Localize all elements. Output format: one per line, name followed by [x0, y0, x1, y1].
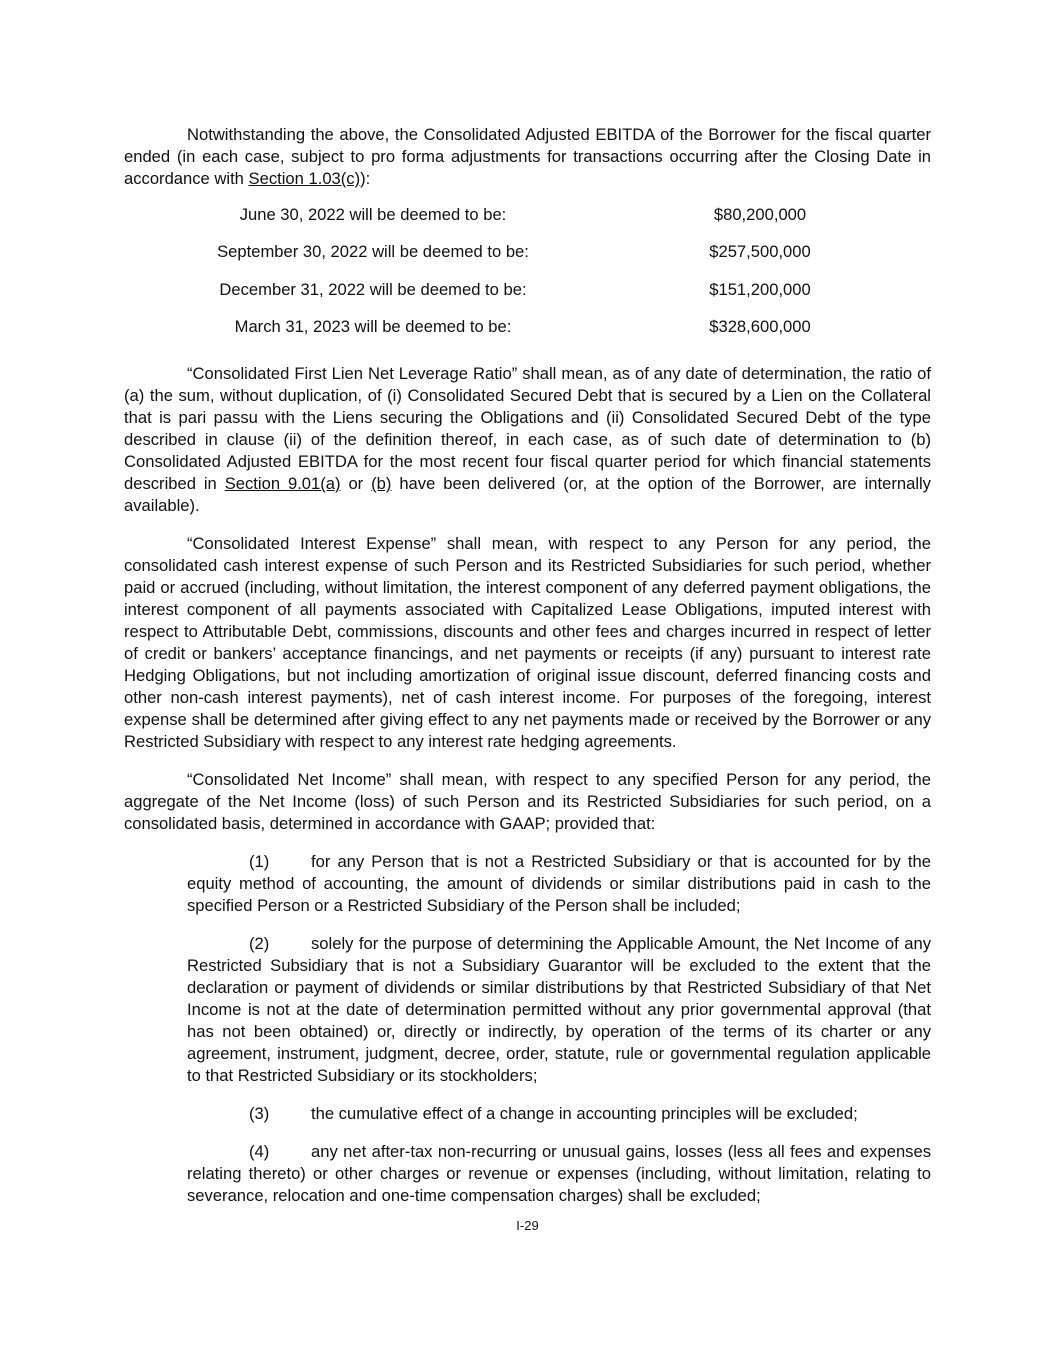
intro-paragraph: Notwithstanding the above, the Consolidated Adjusted EBITDA of the Borrower for the fiscal quarter ended (in each case, subject to pro forma adjustments for transactions occurring after the Closing Date in accordance with Section 1.03(c)): — [124, 125, 931, 188]
list-item: (1) for any Person that is not a Restricted Subsidiary or that is accounted for by the equity method of accounting, the amount of dividends or similar distributions paid in cash to the specified Person or a Restricted Subsidiary of the Person shall be included; — [187, 852, 931, 916]
net-income-definition: “Consolidated Net Income” shall mean, with respect to any specified Person for any period, the aggregate of the Net Income (loss) of such Person and its Restricted Subsidiaries for such period, on a consolidated basis, determined in accordance with GAAP; provided that: — [124, 770, 931, 834]
interest-expense-definition: “Consolidated Interest Expense” shall mean, with respect to any Person for any period, the consolidated cash interest expense of such Person and its Restricted Subsidiaries for such period, whether paid or accrued (including, without limitation, the interest component of any deferred payment obligations, the interest component of all payments associated with Capitalized Lease Obligations, imputed interest with respect to Attributable Debt, commissions, discounts and other fees and charges incurred in respect of letter of credit or bankers’ acceptance financings, and net payments or receipts (if any) pursuant to interest rate Hedging Obligations, but not including amortization of original issue discount, deferred financing costs and other non-cash interest payments), net of cash interest income. For purposes of the foregoing, interest expense shall be determined after giving effect to any net payments made or received by the Borrower or any Restricted Subsidiary with respect to any interest rate hedging agreements. — [124, 534, 931, 752]
list-item: (2) solely for the purpose of determining the Applicable Amount, the Net Income of any Restricted Subsidiary that is not a Subsidiary Guarantor will be excluded to the extent that the declaration or payment of dividends or similar distributions by that Restricted Subsidiary of that Net Income is not at the date of determination permitted without any prior governmental approval (that has not been obtained) or, directly or indirectly, by operation of the terms of its charter or any agreement, instrument, judgment, decree, order, statute, rule or governmental regulation applicable to that Restricted Subsidiary or its stockholders; — [187, 934, 931, 1086]
deemed-ebitda-table — [124, 204, 931, 353]
defined-term: “Consolidated Net Income” — [187, 770, 392, 790]
table-row: March 31, 2023 will be deemed to be: $328,600,000 — [234, 316, 811, 336]
section-reference: (b) — [371, 474, 392, 494]
section-reference: Section 9.01(a) — [224, 474, 341, 494]
table-row: September 30, 2022 will be deemed to be: $257,500,000 — [217, 242, 811, 262]
page-number: I-29 — [516, 1218, 539, 1233]
item-number: (3) — [249, 1104, 270, 1124]
defined-term: “Consolidated Interest Expense” — [187, 534, 437, 554]
section-reference: Section 1.03(c) — [248, 169, 361, 188]
document-page — [124, 124, 931, 1207]
list-item: (4) any net after-tax non-recurring or unusual gains, losses (less all fees and expenses relating thereto) or other charges or revenue or expenses (including, without limitation, relating to severance, relocation and one-time compensation charges) shall be excluded; — [187, 1142, 931, 1206]
first-lien-definition: “Consolidated First Lien Net Leverage Ratio” shall mean, as of any date of determination, the ratio of (a) the sum, without duplication, of (i) Consolidated Secured Debt that is secured by a Lien on the Collateral that is pari passu with the Liens securing the Obligations and (ii) Consolidated Secured Debt of the type described in clause (ii) of the definition thereof, in each case, as of such date of determination to (b) Consolidated Adjusted EBITDA for the most recent four fiscal quarter period for which financial statements described in Section 9.01(a) or (b) have been delivered (or, at the option of the Borrower, are internally available). — [124, 364, 931, 516]
table-row: June 30, 2022 will be deemed to be: $80,200,000 — [239, 205, 807, 224]
table-row: December 31, 2022 will be deemed to be: $151,200,000 — [219, 279, 811, 299]
item-number: (1) — [249, 852, 270, 872]
item-number: (4) — [249, 1142, 270, 1162]
list-item: (3) the cumulative effect of a change in accounting principles will be excluded; — [249, 1104, 858, 1124]
item-number: (2) — [249, 934, 270, 954]
defined-term: “Consolidated First Lien Net Leverage Ratio” — [187, 364, 518, 384]
